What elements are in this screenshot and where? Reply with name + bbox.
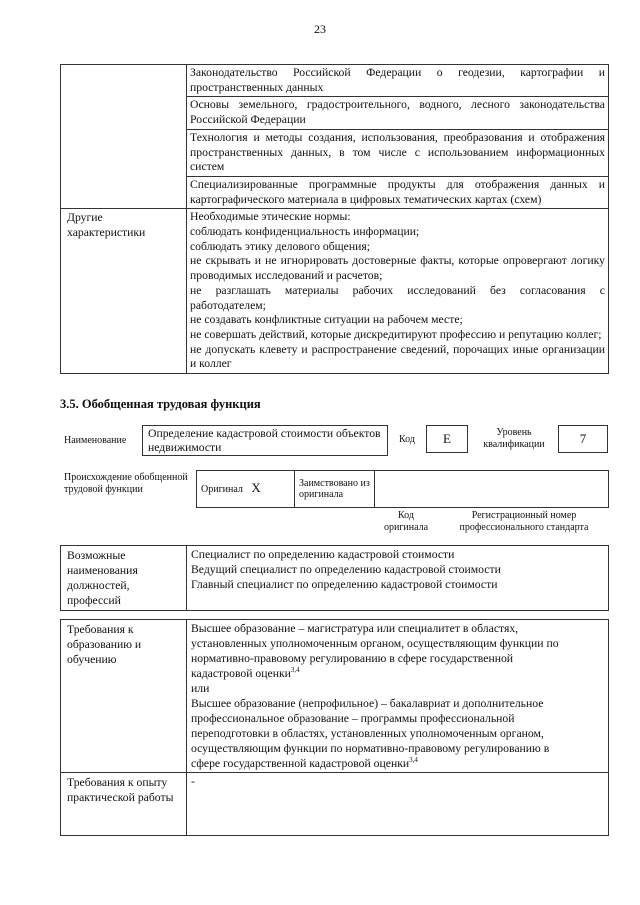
ethics-line: не разглашать материалы рабочих исследований без согласования с работодателем; [190, 283, 605, 312]
borrowed-label: Заимствовано из оригинала [295, 471, 375, 508]
education-line: Высшее образование – магистратура или специалитет в областях, [191, 622, 519, 635]
requirements-table [60, 619, 609, 836]
ethics-line: не скрывать и не игнорировать достоверные факты, которые опровергают логику проводимых исследований и расчетов; [190, 254, 605, 283]
code-original-label: Код оригинала [383, 510, 429, 533]
section-title: 3.5. Обобщенная трудовая функция [60, 397, 261, 411]
footnote-ref: 3,4 [409, 756, 418, 765]
qualification-level-box: 7 [558, 425, 608, 453]
knowledge-item: Специализированные программные продукты для отображения данных и картографического материала в цифровых тематических картах (схем) [187, 176, 609, 208]
position-item: Ведущий специалист по определению кадастровой стоимости [191, 563, 501, 576]
origin-empty-cell [375, 471, 609, 508]
ethics-line: соблюдать этику делового общения; [190, 239, 370, 253]
knowledge-item: Технология и методы создания, использования, преобразования и отображения пространственных данных, в том числе с использованием информационных систем [187, 129, 609, 176]
education-line-with-note [191, 666, 604, 681]
knowledge-label-cell [61, 65, 187, 209]
education-line: или [191, 682, 210, 695]
education-content [187, 620, 609, 773]
ethics-line: не совершать действий, которые дискредитируют профессию и репутацию коллег; [190, 327, 602, 341]
knowledge-item: Законодательство Российской Федерации о геодезии, картографии и пространственных данных [187, 65, 609, 97]
reg-number-label: Регистрационный номер профессионального стандарта [459, 510, 589, 533]
footnote-ref: 3,4 [290, 666, 300, 675]
knowledge-table [60, 64, 609, 374]
education-line-with-note [191, 756, 604, 771]
position-item: Специалист по определению кадастровой стоимости [191, 548, 455, 561]
ethics-line: Необходимые этические нормы: [190, 210, 351, 224]
experience-label: Требования к опыту практической работы [61, 773, 187, 836]
positions-table [60, 545, 609, 611]
ethics-line: не создавать конфликтные ситуации на рабочем месте; [190, 313, 463, 327]
education-line: переподготовки в областях, установленных уполномоченным органом, [191, 727, 544, 740]
experience-value: - [187, 773, 609, 836]
page-number: 23 [314, 22, 326, 36]
original-cell [197, 471, 295, 508]
education-line: Высшее образование (непрофильное) – бакалавриат и дополнительное [191, 697, 544, 710]
qualification-level-label: Уровень квалификации [483, 427, 545, 450]
other-characteristics-content [187, 209, 609, 374]
original-label: Оригинал [201, 484, 243, 496]
other-characteristics-label: Другие характеристики [61, 209, 187, 374]
name-label: Наименование [64, 435, 127, 446]
knowledge-item: Основы земельного, градостроительного, водного, лесного законодательства Российской Федерации [187, 97, 609, 129]
original-mark: X [251, 480, 261, 496]
positions-content [187, 546, 609, 611]
ethics-line: не допускать клевету и распространение сведений, порочащих иные организации и коллег [190, 342, 605, 371]
code-label: Код [399, 434, 415, 445]
origin-table [196, 470, 609, 508]
education-line: сфере государственной кадастровой оценки [191, 757, 410, 770]
education-label: Требования к образованию и обучению [61, 620, 187, 773]
position-item: Главный специалист по определению кадастровой стоимости [191, 578, 498, 591]
origin-label: Происхождение обобщенной трудовой функции [64, 472, 188, 495]
function-name-box: Определение кадастровой стоимости объектов недвижимости [142, 425, 388, 456]
function-code-box: E [426, 425, 468, 453]
education-line: установленных уполномоченным органом, осуществляющим функции по [191, 637, 559, 650]
ethics-line: соблюдать конфиденциальность информации; [190, 225, 420, 239]
education-line: осуществляющим функции по нормативно-правовому регулированию в [191, 742, 550, 755]
education-line: профессиональное образование – программы профессиональной [191, 712, 515, 725]
positions-label: Возможные наименования должностей, профессий [61, 546, 187, 611]
education-line: нормативно-правовому регулированию в сфере государственной [191, 652, 514, 665]
education-line: кадастровой оценки [191, 667, 291, 680]
